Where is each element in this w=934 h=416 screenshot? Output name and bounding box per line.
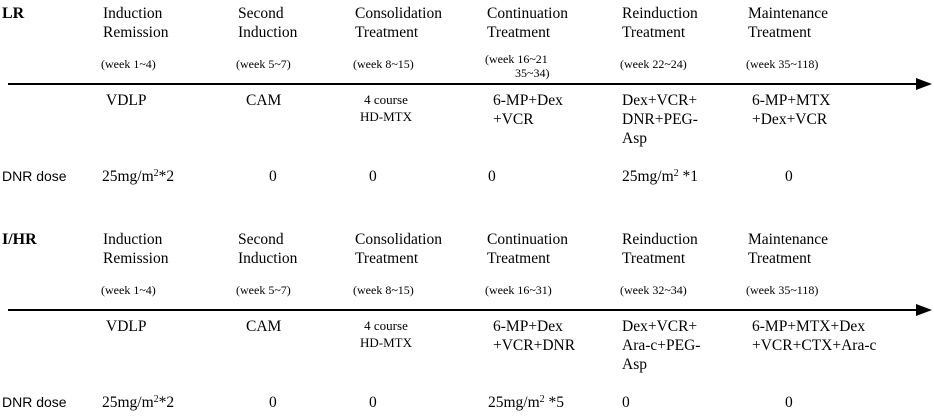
timeline-arrow xyxy=(0,303,934,317)
dnr-dose-value xyxy=(369,394,377,412)
regimen-line: CAM xyxy=(246,92,282,109)
phase-title xyxy=(103,4,168,42)
dnr-dose-value xyxy=(102,168,174,186)
phase-title-line: Treatment xyxy=(622,24,686,41)
arrowhead xyxy=(916,78,932,90)
phase-title-line: Second xyxy=(238,5,284,22)
dose-text: 0 xyxy=(369,168,377,185)
phase-weeks xyxy=(353,57,414,71)
weeks-line: (week 35~118) xyxy=(746,283,819,297)
phase-title-line: Continuation xyxy=(487,5,568,22)
phase-weeks xyxy=(236,57,291,71)
weeks-line: (week 35~118) xyxy=(746,57,819,71)
phase-weeks xyxy=(353,283,414,297)
phase-weeks xyxy=(101,57,156,71)
dose-text: 25mg/m xyxy=(488,394,540,411)
regimen-line: DNR+PEG- xyxy=(622,111,698,128)
phase-title-line: Continuation xyxy=(487,231,568,248)
phase-regimen xyxy=(622,317,700,374)
phase-regimen xyxy=(360,91,412,125)
phase-title-line: Maintenance xyxy=(748,231,829,248)
phase-weeks xyxy=(620,283,687,297)
regimen-line: Ara-c+PEG- xyxy=(622,337,701,354)
weeks-line: (week 1~4) xyxy=(101,283,156,297)
phase-weeks xyxy=(101,283,156,297)
phase-title xyxy=(487,4,568,42)
timeline-arrow xyxy=(0,77,934,91)
phase-title xyxy=(355,4,442,42)
phase-weeks xyxy=(485,283,552,297)
dose-superscript: 2 xyxy=(153,168,159,179)
regimen-line: 4 course xyxy=(364,92,408,107)
phase-regimen xyxy=(246,91,281,110)
regimen-line: Asp xyxy=(622,356,647,373)
regimen-line: 6-MP+Dex xyxy=(493,92,563,109)
dose-text: 25mg/m xyxy=(102,168,154,185)
phase-weeks xyxy=(746,283,818,297)
dose-text: 0 xyxy=(785,394,793,411)
regimen-line: HD-MTX xyxy=(360,335,412,350)
dnr-dose-value xyxy=(269,394,277,412)
dnr-dose-label: DNR dose xyxy=(2,394,67,410)
dose-text: 25mg/m xyxy=(102,394,154,411)
weeks-line: (week 5~7) xyxy=(236,57,291,71)
phase-title-line: Second xyxy=(238,231,284,248)
dnr-dose-value xyxy=(488,394,564,412)
regimen-line: 4 course xyxy=(364,318,408,333)
phase-weeks xyxy=(485,52,550,80)
phase-title-line: Reinduction xyxy=(622,231,698,248)
weeks-line: 35~34) xyxy=(515,66,550,80)
regimen-line: Asp xyxy=(622,130,647,147)
weeks-line: (week 16~31) xyxy=(485,283,552,297)
dnr-dose-value xyxy=(102,394,174,412)
phase-weeks xyxy=(746,57,818,71)
dose-text: 25mg/m xyxy=(622,168,674,185)
phase-title-line: Reinduction xyxy=(622,5,698,22)
phase-title-line: Remission xyxy=(103,250,169,267)
dnr-dose-value xyxy=(785,394,793,412)
phase-title xyxy=(238,4,297,42)
dnr-dose-value xyxy=(369,168,377,186)
phase-weeks xyxy=(620,57,687,71)
phase-regimen xyxy=(622,91,698,148)
dnr-dose-label: DNR dose xyxy=(2,168,67,184)
dnr-dose-value xyxy=(488,168,496,186)
phase-title-line: Treatment xyxy=(355,24,419,41)
dose-text: 0 xyxy=(369,394,377,411)
phase-title-line: Consolidation xyxy=(355,5,442,22)
dose-text: 0 xyxy=(269,394,277,411)
regimen-line: 6-MP+Dex xyxy=(493,318,563,335)
regimen-line: 6-MP+MTX+Dex xyxy=(752,318,866,335)
phase-title xyxy=(748,4,828,42)
regimen-line: Dex+VCR+ xyxy=(622,318,698,335)
phase-title-line: Induction xyxy=(238,24,298,41)
dose-text: 0 xyxy=(622,394,630,411)
phase-title-line: Consolidation xyxy=(355,231,442,248)
phase-title-line: Treatment xyxy=(748,250,812,267)
regimen-line: +VCR+CTX+Ara-c xyxy=(752,337,877,354)
weeks-line: (week 32~34) xyxy=(620,283,687,297)
dose-multiplier: *1 xyxy=(678,168,699,185)
phase-title-line: Induction xyxy=(103,231,163,248)
phase-title-line: Maintenance xyxy=(748,5,829,22)
phase-title xyxy=(748,230,828,268)
weeks-line: (week 22~24) xyxy=(620,57,687,71)
arrowhead xyxy=(916,304,932,316)
phase-weeks xyxy=(236,283,291,297)
dose-multiplier: *2 xyxy=(158,168,175,185)
phase-title-line: Induction xyxy=(238,250,298,267)
dose-superscript: 2 xyxy=(153,394,159,405)
dose-superscript: 2 xyxy=(539,394,545,405)
phase-title-line: Remission xyxy=(103,24,169,41)
dose-multiplier: *2 xyxy=(158,394,175,411)
phase-title xyxy=(622,230,698,268)
phase-title-line: Treatment xyxy=(748,24,812,41)
weeks-line: (week 8~15) xyxy=(353,57,414,71)
regimen-line: +Dex+VCR xyxy=(752,111,828,128)
dose-text: 0 xyxy=(488,168,496,185)
weeks-line: (week 5~7) xyxy=(236,283,291,297)
regimen-line: VDLP xyxy=(106,92,147,109)
phase-regimen xyxy=(493,91,563,129)
phase-regimen xyxy=(752,91,831,129)
phase-title-line: Induction xyxy=(103,5,163,22)
phase-title xyxy=(355,230,442,268)
phase-regimen xyxy=(246,317,281,336)
group-label: I/HR xyxy=(2,231,37,248)
dose-multiplier: *5 xyxy=(544,394,565,411)
dose-superscript: 2 xyxy=(673,168,679,179)
regimen-line: CAM xyxy=(246,318,282,335)
weeks-line: (week 8~15) xyxy=(353,283,414,297)
phase-regimen xyxy=(106,91,146,110)
regimen-line: VDLP xyxy=(106,318,147,335)
phase-title-line: Treatment xyxy=(355,250,419,267)
phase-title xyxy=(238,230,297,268)
dose-text: 0 xyxy=(785,168,793,185)
phase-title xyxy=(622,4,698,42)
phase-title xyxy=(487,230,568,268)
phase-title-line: Treatment xyxy=(487,24,551,41)
regimen-line: Dex+VCR+ xyxy=(622,92,698,109)
dnr-dose-value xyxy=(622,168,698,186)
phase-title xyxy=(103,230,168,268)
phase-regimen xyxy=(752,317,876,355)
group-label: LR xyxy=(2,5,25,22)
phase-title-line: Treatment xyxy=(622,250,686,267)
dose-text: 0 xyxy=(269,168,277,185)
regimen-line: +VCR+DNR xyxy=(493,337,576,354)
weeks-line: (week 16~21 xyxy=(485,52,548,66)
phase-regimen xyxy=(360,317,412,351)
dnr-dose-value xyxy=(269,168,277,186)
phase-regimen xyxy=(493,317,575,355)
phase-regimen xyxy=(106,317,146,336)
dnr-dose-value xyxy=(622,394,630,412)
dnr-dose-value xyxy=(785,168,793,186)
regimen-line: +VCR xyxy=(493,111,534,128)
regimen-line: 6-MP+MTX xyxy=(752,92,831,109)
weeks-line: (week 1~4) xyxy=(101,57,156,71)
phase-title-line: Treatment xyxy=(487,250,551,267)
regimen-line: HD-MTX xyxy=(360,109,412,124)
